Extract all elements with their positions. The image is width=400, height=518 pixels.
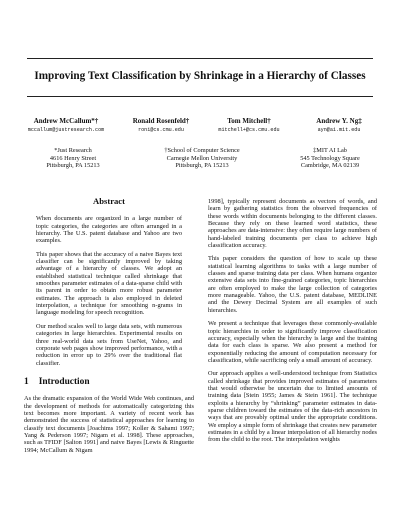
author-3	[208, 117, 290, 133]
affiliation-line: Pittsburgh, PA 15213	[46, 162, 100, 170]
affiliation-line: Pittsburgh, PA 15213	[175, 162, 229, 170]
paper-title: Improving Text Classification by Shrinkage in a Hierarchy of Classes	[34, 70, 366, 82]
author-name: Andrew McCallum*†	[33, 117, 99, 125]
abstract-paragraph: This paper shows that the accuracy of a naive Bayes text classifier can be significantly improved by taking advantage of a hierarchy of classes. We adopt an established statistical technique called shrinkage that smoothes parameter estimates of a data-sparse child with its parent in order to obtain more robust parameter estimates. The approach is also employed in deleted interpolation, a technique for smoothing n-grams in language modeling for speech recognition.	[36, 250, 182, 317]
affiliation-1	[28, 147, 118, 170]
affiliation-line: Carnegie Mellon University	[166, 154, 238, 162]
body-paragraph: This paper considers the question of how to scale up these statistical learning algorithms to tasks with a large number of classes and sparse training data per class. When humans organize extensive data sets into fine-grained categories, topic hierarchies are often employed to make the large collection of categories more manageable. Yahoo, the U.S. patent database, MEDLINE and the Dewey Decimal System are all examples of such hierarchies.	[208, 255, 377, 314]
title-bottom-rule	[27, 96, 373, 97]
section-title: Introduction	[38, 376, 90, 387]
author-name: Andrew Y. Ng‡	[316, 117, 362, 125]
author-name: Tom Mitchell†	[227, 117, 271, 125]
affiliation-line: ‡MIT AI Lab	[313, 147, 347, 154]
affiliation-2	[144, 147, 260, 170]
author-name: Ronald Rosenfeld†	[132, 117, 190, 125]
body-paragraph: 1998], typically represent documents as vectors of words, and learn by gathering statistics from the observed frequencies of these words within documents belonging to the different classes. Because they rely on these learned word statistics, these approaches are data-intensive: they often require large numbers of hand-labeled training documents per class to achieve high classification accuracy.	[208, 198, 377, 250]
section-number: 1	[24, 376, 29, 387]
abstract-paragraph: When documents are organized in a large number of topic categories, the categories are often arranged in a hierarchy. The U.S. patent database and Yahoo are two examples.	[36, 215, 182, 245]
author-email: mccallum@justresearch.com	[27, 127, 105, 133]
abstract-paragraph: Our method scales well to large data sets, with numerous categories in large hierarchies. Experimental results on three real-world data sets from UseNet, Yahoo, and corporate web pages show improved performance, with a reduction in error up to 29% over the traditional flat classifier.	[36, 322, 182, 367]
body-paragraph: We present a technique that leverages these commonly-available topic hierarchies in order to significantly improve classification accuracy, especially when the hierarchy is large and the training data for each class is sparse. We also present a method for exponentially reducing the amount of computation necessary for classification, while sacrificing only a small amount of accuracy.	[208, 320, 377, 364]
affiliation-line: Cambridge, MA 02139	[300, 162, 360, 170]
abstract-heading: Abstract	[93, 196, 125, 206]
abstract-body	[24, 215, 194, 367]
affiliation-line: 545 Technology Square	[300, 154, 360, 162]
title-top-rule	[27, 58, 373, 59]
left-column	[24, 198, 194, 460]
affiliation-line: †School of Computer Science	[164, 147, 240, 154]
body-paragraph: Our approach applies a well-understood technique from Statistics called shrinkage that provides improved estimates of parameters that would otherwise be uncertain due to limited amounts of training data [Stein 1955; James & Stein 1961]. The technique exploits a hierarchy by “shrinking” parameter estimates in data-sparse children toward the estimates of the data-rich ancestors in ways that are provably optimal under the appropriate conditions. We employ a simple form of shrinkage that creates new parameter estimates in a child by a linear interpolation of all hierarchy nodes from the child to the root. The interpolation weights	[208, 370, 377, 444]
author-email: mitchell+@cs.cmu.edu	[218, 127, 280, 133]
affiliation-3	[282, 147, 378, 170]
intro-paragraph: As the dramatic expansion of the World Wide Web continues, and the development of methods for automatically categorizing this text becomes more important. A variety of recent work has demonstrated the success of statistical approaches for learning to classify text documents [Joachims 1997; Koller & Sahami 1997; Yang & Pederson 1997; Nigam et al. 1998]. These approaches, such as TFIDF [Salton 1991] and naive Bayes [Lewis & Ringuette 1994; McCallum & Nigam	[24, 395, 194, 454]
author-email: ayn@ai.mit.edu	[317, 127, 361, 133]
section-heading-introduction	[24, 376, 194, 387]
affiliation-block	[24, 147, 380, 187]
author-email: roni@cs.cmu.edu	[138, 127, 184, 133]
right-column	[208, 198, 377, 450]
author-1	[26, 117, 106, 133]
affiliation-line: *Just Research	[54, 147, 92, 154]
author-block	[24, 117, 380, 147]
author-4	[300, 117, 378, 133]
affiliation-line: 4616 Henry Street	[49, 154, 97, 162]
author-2	[120, 117, 202, 133]
